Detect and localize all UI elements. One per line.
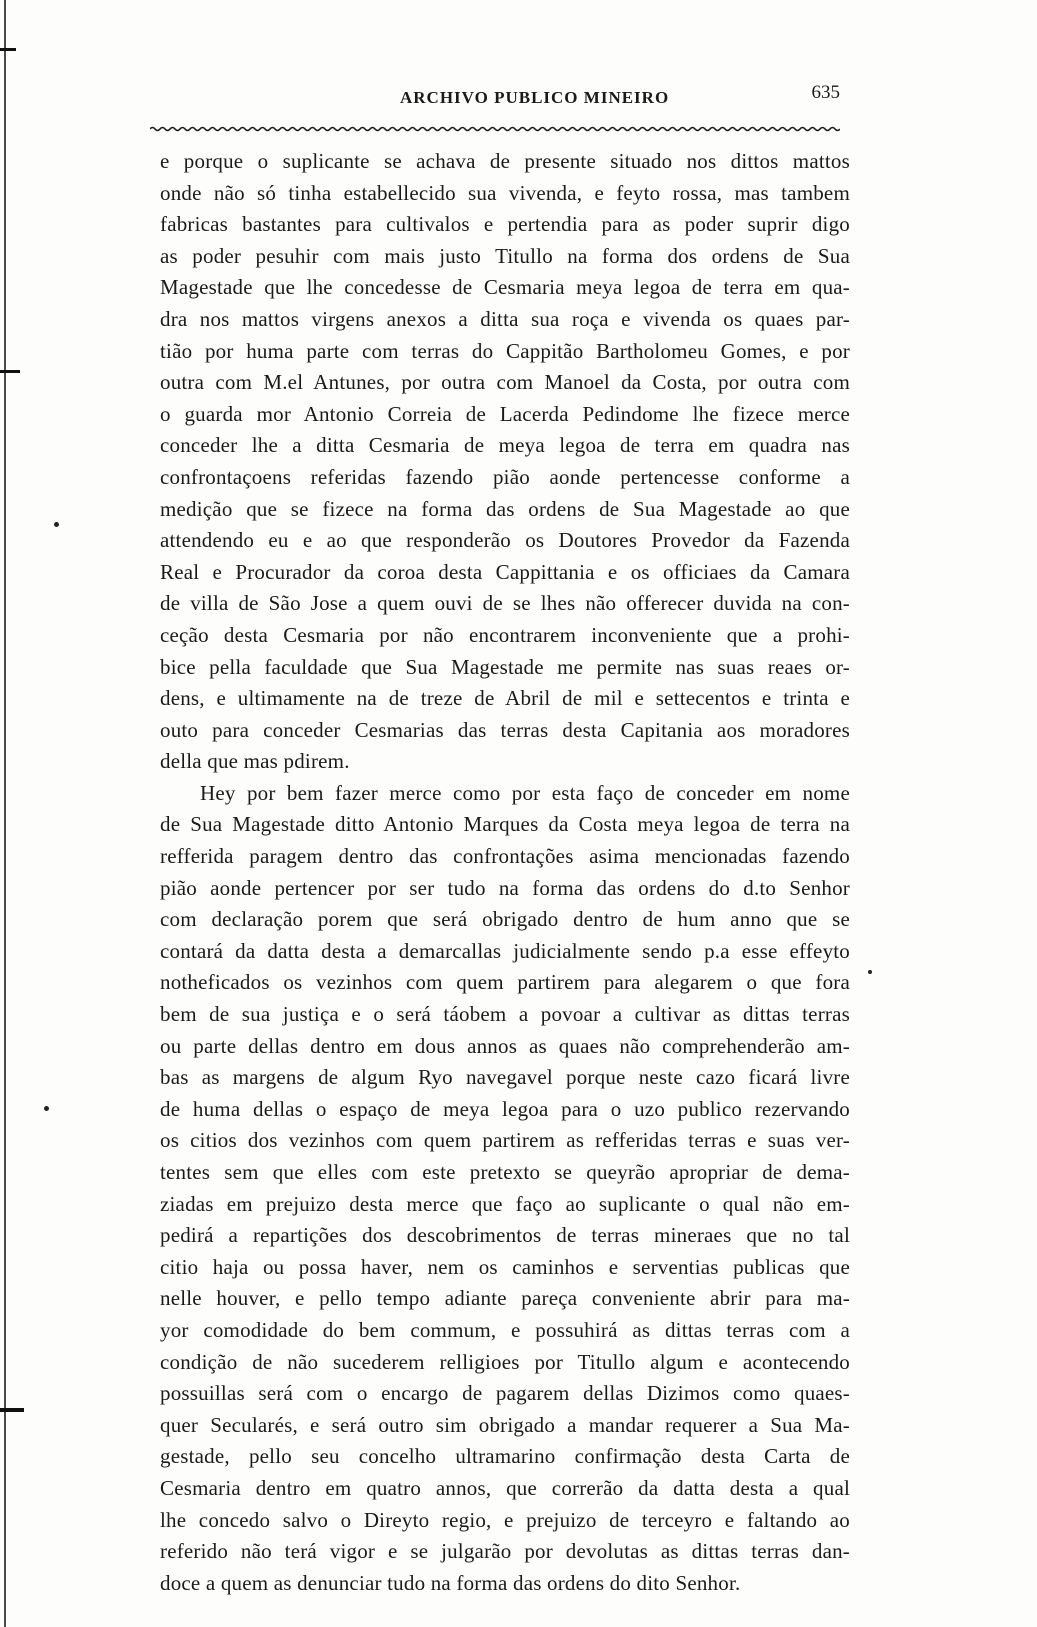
text-line: de villa de São Jose a quem ouvi de se lhes não offerecer duvida na con-	[160, 591, 850, 616]
ink-speck	[44, 1106, 49, 1111]
text-line: as poder pesuhir com mais justo Titullo na forma dos ordens de Sua	[160, 243, 850, 268]
text-line: citio haja ou possa haver, nem os caminhos e serventias publicas que	[160, 1254, 850, 1279]
text-line: referido não terá vigor e se julgarão por devolutas as dittas terras dan-	[160, 1539, 850, 1564]
text-line: ceção desta Cesmaria por não encontrarem inconveniente que a prohi-	[160, 622, 850, 647]
text-line: contará da datta desta a demarcallas judicialmente sendo p.a esse effeyto	[160, 938, 850, 963]
text-line: fabricas bastantes para cultivalos e pertendia para as poder suprir digo	[160, 212, 850, 237]
text-line: attendendo eu e ao que responderão os Doutores Provedor da Fazenda	[160, 528, 850, 553]
running-head: ARCHIVO PUBLICO MINEIRO	[400, 88, 670, 107]
text-line: e porque o suplicante se achava de presente situado nos dittos mattos	[160, 149, 850, 173]
text-line: tião por huma parte com terras do Cappitão Bartholomeu Gomes, e por	[160, 338, 850, 363]
text-line: bem de sua justiça e o será táobem a povoar a cultivar as dittas terras	[160, 1002, 850, 1027]
margin-mark	[0, 1408, 24, 1412]
body-text	[160, 146, 850, 1599]
text-line: dens, e ultimamente na de treze de Abril de mil e settecentos e trinta e	[160, 686, 850, 711]
page-header	[150, 82, 850, 114]
text-line: com declaração porem que será obrigado dentro de hum anno que se	[160, 907, 850, 932]
text-line: possuillas será com o encargo de pagarem dellas Dizimos como quaes-	[160, 1381, 850, 1406]
text-line: condição de não sucederem relligioes por Titullo algum e acontecendo	[160, 1349, 850, 1374]
text-line: medição que se fizece na forma das ordens de Sua Magestade ao que	[160, 496, 850, 521]
text-line: doce a quem as denunciar tudo na forma das ordens do dito Senhor.	[160, 1570, 741, 1595]
text-line: Real e Procurador da coroa desta Cappittania e os officiaes da Camara	[160, 559, 850, 584]
binding-edge	[4, 0, 6, 1627]
paragraph	[160, 778, 850, 1599]
text-line: conceder lhe a ditta Cesmaria de meya legoa de terra em quadra nas	[160, 433, 850, 458]
text-line: outo para conceder Cesmarias das terras desta Capitania aos moradores	[160, 717, 850, 742]
text-line: pião aonde pertencer por ser tudo na forma das ordens do d.to Senhor	[160, 875, 850, 900]
text-line: outra com M.el Antunes, por outra com Manoel da Costa, por outra com	[160, 370, 850, 395]
text-line: o guarda mor Antonio Correia de Lacerda Pedindome lhe fizece merce	[160, 401, 850, 426]
ink-speck	[868, 970, 872, 974]
text-line: bas as margens de algum Ryo navegavel porque neste cazo ficará livre	[160, 1065, 850, 1090]
text-line: quer Secularés, e será outro sim obrigado a mandar requerer a Sua Ma-	[160, 1412, 850, 1437]
text-line: Cesmaria dentro em quatro annos, que correrão da datta desta a qual	[160, 1475, 850, 1500]
text-line: de Sua Magestade ditto Antonio Marques da Costa meya legoa de terra na	[160, 812, 850, 837]
text-line: ou parte dellas dentro em dous annos as quaes não comprehenderão am-	[160, 1033, 850, 1058]
text-line: tentes sem que elles com este pretexto se queyrão apropriar de dema-	[160, 1160, 850, 1184]
text-line: Hey por bem fazer merce como por esta faço de conceder em nome	[200, 780, 850, 805]
text-line: lhe concedo salvo o Direyto regio, e prejuizo de terceyro e faltando ao	[160, 1507, 850, 1532]
text-line: confrontaçoens referidas fazendo pião aonde pertencesse conforme a	[160, 464, 850, 489]
text-line: refferida paragem dentro das confrontações asima mencionadas fazendo	[160, 844, 850, 869]
text-line: bice pella faculdade que Sua Magestade me permite nas suas reaes or-	[160, 654, 850, 679]
text-line: ziadas em prejuizo desta merce que faço ao suplicante o qual não em-	[160, 1191, 850, 1216]
margin-mark	[0, 48, 16, 51]
text-line: os citios dos vezinhos com quem partirem as refferidas terras e suas ver-	[160, 1128, 850, 1153]
paragraph	[160, 146, 850, 778]
text-line: dra nos mattos virgens anexos a ditta sua roça e vivenda os quaes par-	[160, 306, 850, 331]
text-line: pedirá a repartições dos descobrimentos de terras mineraes que no tal	[160, 1223, 850, 1248]
text-line: nelle houver, e pello tempo adiante pareça conveniente abrir para ma-	[160, 1286, 850, 1311]
page-number: 635	[811, 82, 840, 103]
text-line: yor comodidade do bem commum, e possuhirá as dittas terras com a	[160, 1317, 850, 1342]
text-line: notheficados os vezinhos com quem partirem para alegarem o que fora	[160, 970, 850, 995]
text-line: de huma dellas o espaço de meya legoa para o uzo publico rezervando	[160, 1096, 850, 1121]
text-line: della que mas pdirem.	[160, 749, 350, 774]
header-rule	[150, 126, 840, 132]
text-line: gestade, pello seu concelho ultramarino confirmação desta Carta de	[160, 1444, 850, 1469]
ink-speck	[54, 522, 59, 527]
text-line: onde não só tinha estabellecido sua vivenda, e feyto rossa, mas tambem	[160, 180, 850, 205]
margin-mark	[0, 370, 20, 373]
text-line: Magestade que lhe concedesse de Cesmaria meya legoa de terra em qua-	[160, 275, 850, 300]
